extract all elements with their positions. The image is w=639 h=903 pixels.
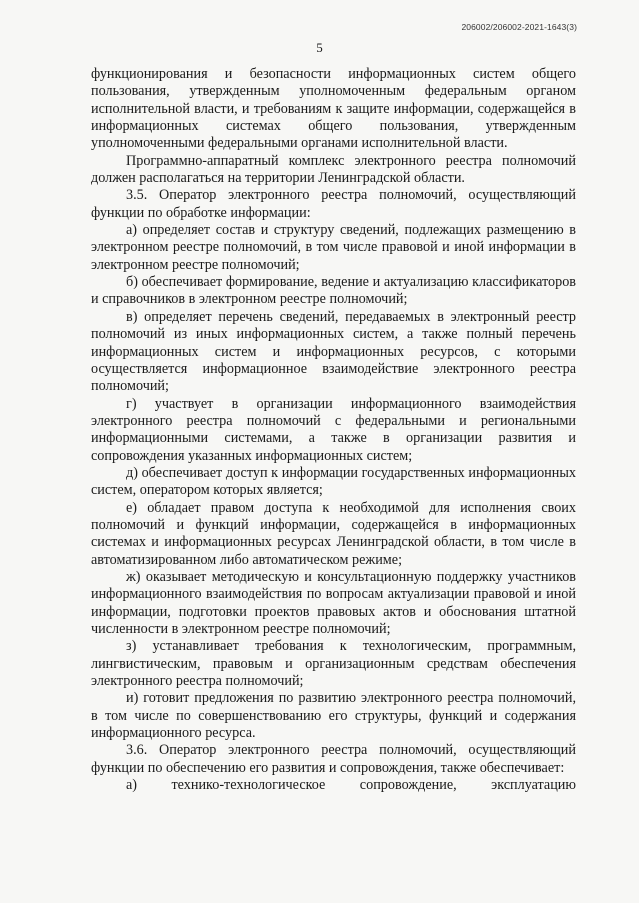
list-item-g: г) участвует в организации информационного взаимодействия электронного реестра полномочий с федеральными и региональными информационными системами, а также в организации развития и сопровождения указанных информационных систем; (91, 395, 576, 464)
paragraph-section-3-6: 3.6. Оператор электронного реестра полномочий, осуществляющий функции по обеспечению его развития и сопровождения, также обеспечивает: (91, 742, 576, 776)
list-item-z: з) устанавливает требования к технологическим, программным, лингвистическим, правовым и организационным средствам обеспечения электронного реестра полномочий; (91, 638, 576, 690)
list-item-i: и) готовит предложения по развитию электронного реестра полномочий, в том числе по совершенствованию его структуры, функций и содержания информационного ресурса. (91, 690, 576, 742)
list-item-b: б) обеспечивает формирование, ведение и актуализацию классификаторов и справочников в электронном реестре полномочий; (91, 274, 576, 308)
document-registration-code: 206002/206002-2021-1643(3) (461, 22, 577, 32)
list-item-a: а) определяет состав и структуру сведений, подлежащих размещению в электронном реестре полномочий, в том числе правовой и иной информации в электронном реестре полномочий; (91, 222, 576, 273)
paragraph-section-3-5: 3.5. Оператор электронного реестра полномочий, осуществляющий функции по обработке информации: (91, 187, 576, 221)
paragraph-hardware-location: Программно-аппаратный комплекс электронного реестра полномочий должен располагаться на территории Ленинградской области. (91, 152, 576, 187)
list-item-d: д) обеспечивает доступ к информации государственных информационных систем, оператором которых является; (91, 464, 576, 499)
list-item-zh: ж) оказывает методическую и консультационную поддержку участников информационного взаимодействия по вопросам актуализации правовой и иной информации, подготовки проектов правовых актов и обоснования штатной численности в электронном реестре полномочий; (91, 568, 576, 637)
list-item-e: е) обладает правом доступа к необходимой для исполнения своих полномочий и функций информации, содержащейся в информационных системах и информационных ресурсах Ленинградской области, в том числе в автоматизированном либо автоматическом режиме; (91, 499, 576, 568)
document-body (91, 66, 576, 794)
paragraph-continuation: функционирования и безопасности информационных систем общего пользования, утвержденным уполномоченным федеральным органом исполнительной власти, и требованиям к защите информации, содержащейся в информационных системах общего пользования, утвержденным уполномоченными федеральными органами исполнительной власти. (91, 66, 576, 152)
list-item-a-section-3-6: а) технико-технологическое сопровождение, эксплуатацию (126, 777, 576, 794)
page-number: 5 (316, 40, 323, 55)
list-item-v: в) определяет перечень сведений, передаваемых в электронный реестр полномочий из иных информационных систем, а также полный перечень информационных систем и информационных ресурсов, с которыми осуществляется информационное взаимодействие электронного реестра полномочий; (91, 308, 576, 395)
